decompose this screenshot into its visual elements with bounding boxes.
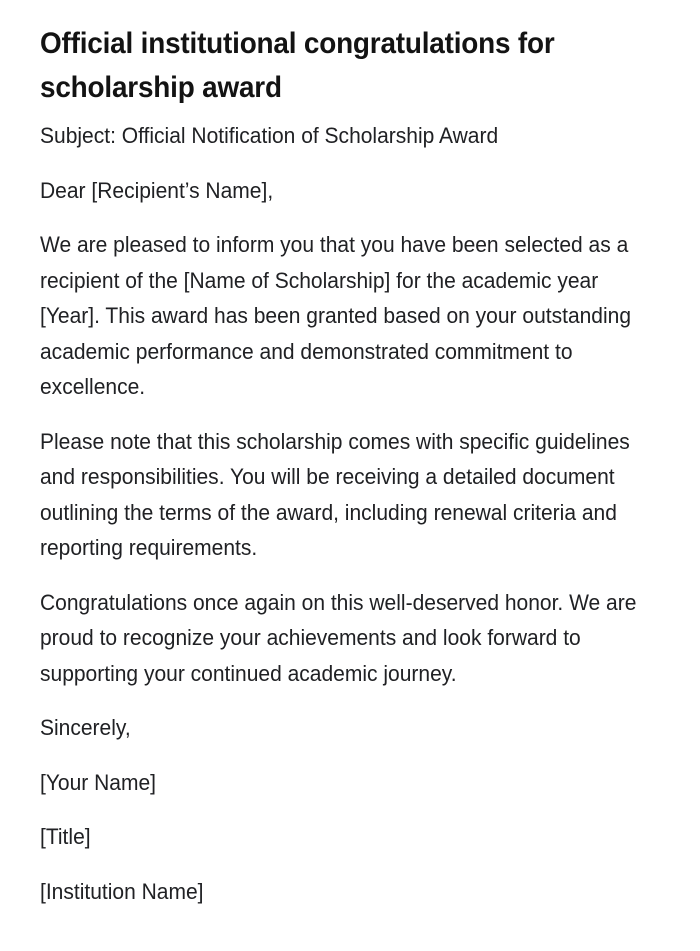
paragraph-congratulations: Congratulations once again on this well-deserved honor. We are proud to recognize your achievements and look forward to supporting your continued academic journey.	[40, 589, 637, 686]
article-body	[40, 0, 640, 909]
letter-content	[40, 110, 640, 909]
subject-line: Subject: Official Notification of Scholarship Award	[40, 123, 499, 148]
signature-name: [Your Name]	[40, 769, 157, 795]
closing-salutation: Sincerely,	[40, 715, 131, 740]
signature-title: [Title]	[40, 824, 91, 849]
salutation: Dear [Recipient’s Name],	[40, 177, 274, 203]
paragraph-award-notification: We are pleased to inform you that you have been selected as a recipient of the [Name of Scholarship] for the academic year [Year]. This award has been granted based on your outstanding academic performance and demonstrated commitment to excellence.	[40, 232, 632, 399]
paragraph-guidelines: Please note that this scholarship comes with specific guidelines and responsibilities. You will be receiving a detailed document outlining the terms of the award, including renewal criteria and reporting requirements.	[40, 428, 630, 560]
signature-institution: [Institution Name]	[40, 878, 204, 904]
page-title: Official institutional congratulations for scholarship award	[40, 27, 555, 104]
